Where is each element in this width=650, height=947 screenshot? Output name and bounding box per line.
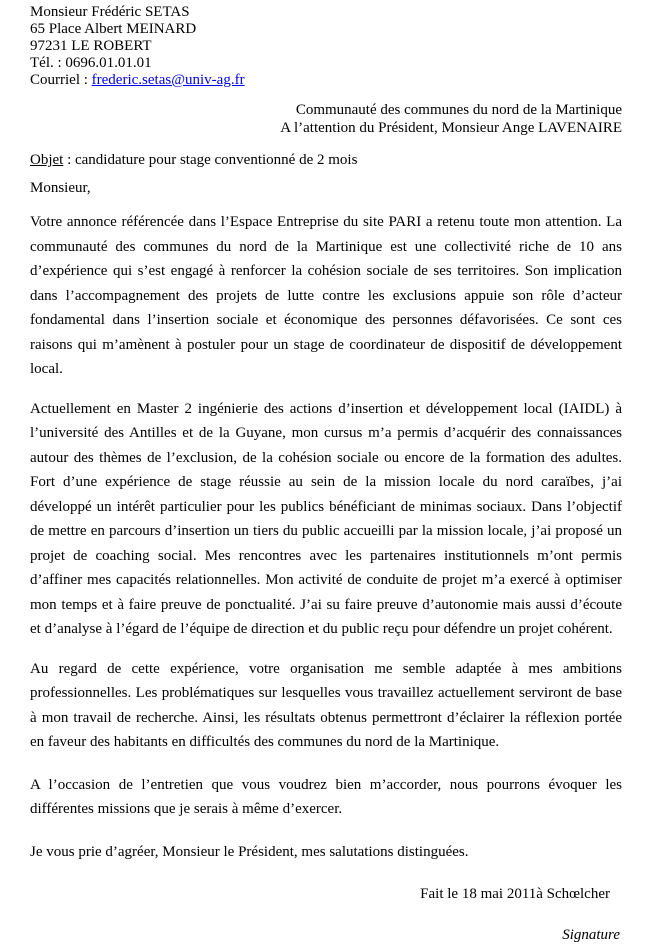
- paragraph-fit: Au regard de cette expérience, votre organisation me semble adaptée à mes ambitions professionnelles. Les problématiques sur lesquelles vous travaillez actuellement serviront de base à mon travail de recherche. Ainsi, les résultats obtenus permettront d’éclairer la réflexion portée en faveur des habitants en difficultés des communes du nord de la Martinique.: [30, 657, 622, 755]
- subject-line: [30, 150, 622, 170]
- closing-formula: Je vous prie d’agréer, Monsieur le Président, mes salutations distinguées.: [30, 840, 622, 865]
- sender-block: [30, 4, 622, 89]
- paragraph-interview: A l’occasion de l’entretien que vous voudrez bien m’accorder, nous pourrons évoquer les différentes missions que je serais à même d’exercer.: [30, 773, 622, 822]
- sender-address-line1: 65 Place Albert MEINARD: [30, 21, 622, 38]
- sender-email-link[interactable]: frederic.setas@univ-ag.fr: [92, 72, 245, 88]
- date-place-line: Fait le 18 mai 2011à Schœlcher: [30, 882, 622, 907]
- sender-phone-label: Tél. :: [30, 55, 62, 71]
- recipient-attention-line: A l’attention du Président, Monsieur Ange LAVENAIRE: [30, 119, 622, 137]
- sender-email-label: Courriel :: [30, 72, 88, 88]
- sender-email-line: [30, 72, 622, 89]
- recipient-organization: Communauté des communes du nord de la Martinique: [30, 101, 622, 119]
- subject-text: : candidature pour stage conventionné de 2 mois: [67, 152, 357, 168]
- sender-name: Monsieur Frédéric SETAS: [30, 4, 622, 21]
- paragraph-motivation: Votre annonce référencée dans l’Espace Entreprise du site PARI a retenu toute mon attention. La communauté des communes du nord de la Martinique est une collectivité riche de 10 ans d’expérience qui s’est engagé à renforcer la cohésion sociale de ses territoires. Son implication dans l’accompagnement des projets de lutte contre les exclusions appuie son rôle d’acteur fondamental dans l’insertion sociale et économique des personnes défavorisées. Ce sont ces raisons qui m’amènent à postuler pour un stage de coordinateur de dispositif de développement local.: [30, 210, 622, 382]
- recipient-block: [30, 101, 622, 137]
- sender-phone-value: 0696.01.01.01: [65, 55, 151, 71]
- paragraph-experience: Actuellement en Master 2 ingénierie des actions d’insertion et développement local (IAIDL) à l’université des Antilles et de la Guyane, mon cursus m’a permis d’acquérir des connaissances autour des thèmes de l’exclusion, de la cohésion sociale ou encore de la formation des adultes. Fort d’une expérience de stage réussie au sein de la mission locale du nord caraïbes, j’ai développé un intérêt particulier pour les publics bénéficiant de minimas sociaux. Dans l’objectif de mettre en parcours d’insertion un tiers du public accueilli par la mission locale, j’ai proposé un projet de coaching social. Mes rencontres avec les partenaires institutionnels m’ont permis d’affiner mes capacités relationnelles. Mon activité de conduite de projet m’a exercé à optimiser mon temps et à faire preuve de ponctualité. J’ai su faire preuve d’autonomie mais aussi d’écoute et d’analyse à l’égard de l’équipe de direction et du public reçu pour défendre un projet cohérent.: [30, 397, 622, 642]
- sender-address-line2: 97231 LE ROBERT: [30, 38, 622, 55]
- subject-label: Objet: [30, 152, 63, 168]
- salutation: Monsieur,: [30, 178, 622, 198]
- sender-phone-line: [30, 55, 622, 72]
- signature-label: Signature: [30, 923, 622, 947]
